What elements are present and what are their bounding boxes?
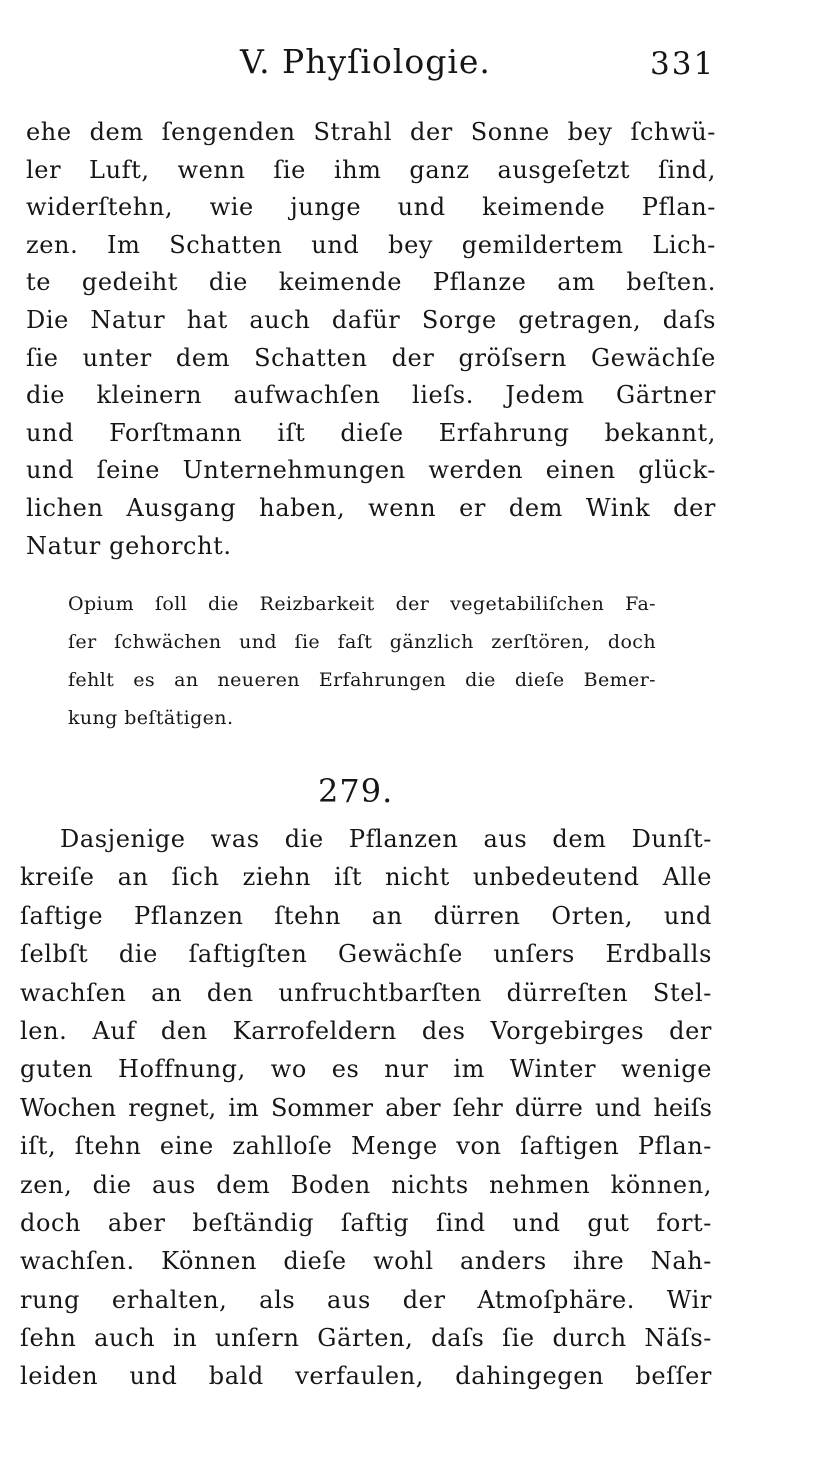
text-line: ſehn auch in unſern Gärten, daſs ſie durch Näſs- xyxy=(20,1324,712,1353)
text-line: wachſen an den unfruchtbarſten dürreſten Stel- xyxy=(20,978,712,1007)
note-line: ſer ſchwächen und ſie faſt gänzlich zerſtören, doch xyxy=(68,631,656,653)
text-line: Die Natur hat auch dafür Sorge getragen, daſs xyxy=(26,305,716,334)
note-line: kung beſtätigen. xyxy=(68,707,234,729)
section-number: 279. xyxy=(318,772,394,810)
running-title: V. Phyſiologie. xyxy=(240,42,491,81)
page-number: 331 xyxy=(650,46,716,82)
text-line: Wochen regnet, im Sommer aber ſehr dürre und heiſs xyxy=(20,1093,712,1122)
text-line: Dasjenige was die Pflanzen aus dem Dunſt- xyxy=(60,825,712,853)
text-line: widerſtehn, wie junge und keimende Pflan- xyxy=(26,193,716,222)
text-line: ehe dem ſengenden Strahl der Sonne bey ſchwü- xyxy=(26,118,716,146)
text-line: guten Hoffnung, wo es nur im Winter wenige xyxy=(20,1055,712,1084)
text-line: lichen Ausgang haben, wenn er dem Wink der xyxy=(26,493,716,522)
footnote-block xyxy=(68,585,656,737)
text-line: ſaftige Pflanzen ſtehn an dürren Orten, und xyxy=(20,901,712,930)
page-header xyxy=(0,42,830,92)
text-line: ler Luft, wenn ſie ihm ganz ausgeſetzt ſind, xyxy=(26,155,716,184)
paragraph-continued xyxy=(26,114,716,565)
text-line: Natur gehorcht. xyxy=(26,531,232,560)
note-line: fehlt es an neueren Erfahrungen die dieſe Bemer- xyxy=(68,669,656,691)
section-paragraph xyxy=(20,820,712,1396)
text-line: ſie unter dem Schatten der gröſsern Gewächſe xyxy=(26,343,716,372)
text-line: ſelbſt die ſaftigſten Gewächſe unſers Erdballs xyxy=(20,940,712,969)
text-line: wachſen. Können dieſe wohl anders ihre Nah- xyxy=(20,1247,712,1276)
text-line: iſt, ſtehn eine zahlloſe Menge von ſaftigen Pflan- xyxy=(20,1132,712,1161)
text-line: zen. Im Schatten und bey gemildertem Lich- xyxy=(26,230,716,259)
text-line: leiden und bald verfaulen, dahingegen beſſer xyxy=(20,1362,712,1391)
text-line: und Forſtmann iſt dieſe Erfahrung bekannt, xyxy=(26,418,716,447)
text-line: und ſeine Unternehmungen werden einen glück- xyxy=(26,456,716,485)
text-line: rung erhalten, als aus der Atmoſphäre. Wir xyxy=(20,1285,712,1314)
text-line: te gedeiht die keimende Pflanze am beſten. xyxy=(26,268,716,297)
note-line: Opium ſoll die Reizbarkeit der vegetabiliſchen Fa- xyxy=(68,593,656,615)
text-line: zen, die aus dem Boden nichts nehmen können, xyxy=(20,1170,712,1199)
text-line: kreiſe an ſich ziehn iſt nicht unbedeutend Alle xyxy=(20,863,712,892)
text-line: die kleinern aufwachſen lieſs. Jedem Gärtner xyxy=(26,381,716,410)
text-line: doch aber beſtändig ſaftig ſind und gut fort- xyxy=(20,1208,712,1237)
text-line: len. Auf den Karrofeldern des Vorgebirges der xyxy=(20,1016,712,1045)
